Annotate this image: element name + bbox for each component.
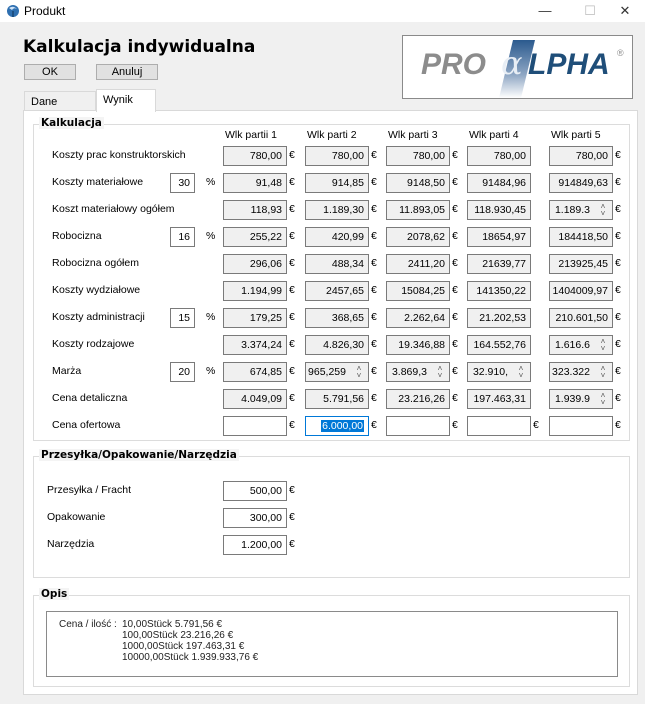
cancel-button[interactable]: Anuluj xyxy=(96,64,158,80)
currency-label: € xyxy=(452,257,458,269)
percent-sign: % xyxy=(206,230,216,242)
percent-input[interactable]: 16 xyxy=(170,227,195,247)
currency-label: € xyxy=(289,311,295,323)
currency-label: € xyxy=(615,311,621,323)
value-text: 1.616.6 xyxy=(554,339,590,351)
opis-line: 100,00Stück 23.216,26 € xyxy=(122,630,234,641)
opis-line: 10,00Stück 5.791,56 € xyxy=(122,619,223,630)
window-titlebar xyxy=(0,0,645,22)
row-label: Koszty rodzajowe xyxy=(52,338,135,350)
row-label: Koszt materiałowy ogółem xyxy=(52,203,175,215)
currency-label: € xyxy=(615,176,621,188)
value-field: 780,00 xyxy=(305,146,369,166)
minimize-button[interactable]: — xyxy=(538,3,552,18)
svg-text:PRO: PRO xyxy=(421,48,487,81)
value-field: 914,85 xyxy=(305,173,369,193)
currency-label: € xyxy=(371,230,377,242)
spinner-arrows-icon[interactable]: ˄ ˅ xyxy=(600,391,606,407)
page-title: Kalkulacja indywidualna xyxy=(23,37,256,57)
currency-label: € xyxy=(615,392,621,404)
row-label: Robocizna ogółem xyxy=(52,257,139,269)
currency-label: € xyxy=(452,311,458,323)
spinner-arrows-icon[interactable]: ˄ ˅ xyxy=(437,364,443,380)
currency-label: € xyxy=(615,284,621,296)
value-field: 5.791,56 xyxy=(305,389,369,409)
value-text: 323.322 xyxy=(552,366,590,378)
value-field: 21.202,53 xyxy=(467,308,531,328)
value-field: 296,06 xyxy=(223,254,287,274)
tab-wynik[interactable]: Wynik xyxy=(96,89,156,112)
value-field: 1404009,97 xyxy=(549,281,613,301)
currency-label: € xyxy=(371,176,377,188)
value-field: 179,25 xyxy=(223,308,287,328)
narzedzia-label: Narzędzia xyxy=(47,538,95,550)
svg-text:LPHA: LPHA xyxy=(528,48,610,81)
spinner-arrows-icon[interactable]: ˄ ˅ xyxy=(356,364,362,380)
currency-label: € xyxy=(371,284,377,296)
currency-label: € xyxy=(615,149,621,161)
row-label: Robocizna xyxy=(52,230,102,242)
spinner-arrows-icon[interactable]: ˄ ˅ xyxy=(600,364,606,380)
row-label: Marża xyxy=(52,365,82,377)
value-field: 19.346,88 xyxy=(386,335,450,355)
value-field: 118,93 xyxy=(223,200,287,220)
cena-ofertowa-input-2[interactable] xyxy=(305,416,369,436)
value-text: 965,259 xyxy=(308,366,346,378)
column-header-1: Wlk partii 1 xyxy=(225,129,277,141)
currency-label: € xyxy=(452,419,458,431)
cena-ofertowa-input-3[interactable] xyxy=(386,416,450,436)
value-field: 4.826,30 xyxy=(305,335,369,355)
przesylka-fracht-input[interactable]: 500,00 xyxy=(223,481,287,501)
svg-text:®: ® xyxy=(617,48,624,58)
close-button[interactable]: ✕ xyxy=(619,3,631,18)
currency-label: € xyxy=(289,392,295,404)
currency-label: € xyxy=(452,392,458,404)
row-label: Cena detaliczna xyxy=(52,392,128,404)
currency-label: € xyxy=(289,284,295,296)
value-field: 1.194,99 xyxy=(223,281,287,301)
currency-label: € xyxy=(615,230,621,242)
window-title: Produkt xyxy=(24,4,66,18)
currency-label: € xyxy=(371,257,377,269)
value-spinbox[interactable] xyxy=(305,362,369,382)
currency-label: € xyxy=(371,392,377,404)
value-field: 23.216,26 xyxy=(386,389,450,409)
row-label: Koszty materiałowe xyxy=(52,176,144,188)
currency-label: € xyxy=(615,365,621,377)
currency-label: € xyxy=(289,538,295,550)
kalkulacja-group xyxy=(33,117,630,441)
value-field: 164.552,76 xyxy=(467,335,531,355)
currency-label: € xyxy=(533,419,539,431)
spinner-arrows-icon[interactable]: ˄ ˅ xyxy=(600,202,606,218)
currency-label: € xyxy=(371,338,377,350)
value-field: 780,00 xyxy=(386,146,450,166)
row-label: Koszty prac konstruktorskich xyxy=(52,149,186,161)
currency-label: € xyxy=(615,257,621,269)
currency-label: € xyxy=(289,203,295,215)
value-text: 3.869,3 xyxy=(391,366,427,378)
opakowanie-input[interactable]: 300,00 xyxy=(223,508,287,528)
value-text: 32.910, xyxy=(472,366,508,378)
percent-sign: % xyxy=(206,176,216,188)
opis-line: 10000,00Stück 1.939.933,76 € xyxy=(122,652,259,663)
currency-label: € xyxy=(615,419,621,431)
value-field: 420,99 xyxy=(305,227,369,247)
currency-label: € xyxy=(371,419,377,431)
cena-ofertowa-input-5[interactable] xyxy=(549,416,613,436)
column-header-4: Wlk parti 4 xyxy=(469,129,519,141)
value-spinbox[interactable] xyxy=(549,362,613,382)
value-field: 141350,22 xyxy=(467,281,531,301)
value-field: 210.601,50 xyxy=(549,308,613,328)
currency-label: € xyxy=(289,257,295,269)
cena-ofertowa-input-1[interactable] xyxy=(223,416,287,436)
opis-group xyxy=(33,588,630,687)
percent-input[interactable]: 20 xyxy=(170,362,195,382)
value-field: 91484,96 xyxy=(467,173,531,193)
percent-input[interactable]: 15 xyxy=(170,308,195,328)
value-text: 1.939.9 xyxy=(554,393,590,405)
maximize-button[interactable]: ☐ xyxy=(584,3,596,18)
spinner-arrows-icon[interactable]: ˄ ˅ xyxy=(518,364,524,380)
value-spinbox[interactable] xyxy=(549,335,613,355)
currency-label: € xyxy=(371,203,377,215)
percent-input[interactable]: 30 xyxy=(170,173,195,193)
opakowanie-label: Opakowanie xyxy=(47,511,106,523)
currency-label: € xyxy=(452,365,458,377)
ok-button[interactable]: OK xyxy=(24,64,76,80)
cena-ofertowa-input-4[interactable] xyxy=(467,416,531,436)
currency-label: € xyxy=(289,338,295,350)
proalpha-logo xyxy=(402,35,633,99)
przesylka-group xyxy=(33,449,630,578)
svg-text:α: α xyxy=(501,44,523,82)
value-spinbox[interactable] xyxy=(549,200,613,220)
percent-sign: % xyxy=(206,311,216,323)
value-field: 780,00 xyxy=(467,146,531,166)
value-field: 118.930,45 xyxy=(467,200,531,220)
currency-label: € xyxy=(452,338,458,350)
value-field: 255,22 xyxy=(223,227,287,247)
currency-label: € xyxy=(289,484,295,496)
currency-label: € xyxy=(289,511,295,523)
currency-label: € xyxy=(615,203,621,215)
value-field: 4.049,09 xyxy=(223,389,287,409)
value-field: 674,85 xyxy=(223,362,287,382)
opis-lines xyxy=(122,619,258,663)
narzedzia-input[interactable]: 1.200,00 xyxy=(223,535,287,555)
percent-sign: % xyxy=(206,365,216,377)
value-text: 1.189.3 xyxy=(554,204,590,216)
value-field: 213925,45 xyxy=(549,254,613,274)
value-field: 9148,50 xyxy=(386,173,450,193)
przesylka-fracht-label: Przesyłka / Fracht xyxy=(47,484,132,496)
selected-text: 6.000,00 xyxy=(322,420,363,432)
value-field: 91,48 xyxy=(223,173,287,193)
value-field: 914849,63 xyxy=(549,173,613,193)
value-field: 184418,50 xyxy=(549,227,613,247)
currency-label: € xyxy=(452,149,458,161)
currency-label: € xyxy=(452,284,458,296)
opis-textbox xyxy=(46,611,618,677)
value-field: 780,00 xyxy=(223,146,287,166)
value-field: 18654,97 xyxy=(467,227,531,247)
value-field: 2457,65 xyxy=(305,281,369,301)
row-label: Koszty administracji xyxy=(52,311,145,323)
value-field: 1.189,30 xyxy=(305,200,369,220)
value-field: 2078,62 xyxy=(386,227,450,247)
value-spinbox[interactable] xyxy=(467,362,531,382)
currency-label: € xyxy=(289,419,295,431)
value-field: 488,34 xyxy=(305,254,369,274)
currency-label: € xyxy=(452,203,458,215)
currency-label: € xyxy=(615,338,621,350)
tab-panel-wynik xyxy=(23,110,638,695)
currency-label: € xyxy=(289,149,295,161)
currency-label: € xyxy=(371,149,377,161)
app-icon xyxy=(6,4,20,18)
currency-label: € xyxy=(289,176,295,188)
value-field: 368,65 xyxy=(305,308,369,328)
value-field: 21639,77 xyxy=(467,254,531,274)
currency-label: € xyxy=(289,230,295,242)
value-spinbox[interactable] xyxy=(549,389,613,409)
value-spinbox[interactable] xyxy=(386,362,450,382)
currency-label: € xyxy=(371,365,377,377)
przesylka-title: Przesyłka/Opakowanie/Narzędzia xyxy=(41,449,237,461)
opis-line: 1000,00Stück 197.463,31 € xyxy=(122,641,245,652)
cena-ilosc-label: Cena / ilość : xyxy=(59,619,117,630)
currency-label: € xyxy=(452,176,458,188)
column-header-5: Wlk parti 5 xyxy=(551,129,601,141)
opis-title: Opis xyxy=(41,588,68,600)
tab-dane[interactable]: Dane xyxy=(24,91,96,111)
currency-label: € xyxy=(371,311,377,323)
row-label: Koszty wydziałowe xyxy=(52,284,141,296)
value-field: 11.893,05 xyxy=(386,200,450,220)
currency-label: € xyxy=(289,365,295,377)
value-field: 197.463,31 xyxy=(467,389,531,409)
value-field: 2.262,64 xyxy=(386,308,450,328)
logo-graphic xyxy=(403,36,632,98)
row-label: Cena ofertowa xyxy=(52,419,121,431)
value-field: 15084,25 xyxy=(386,281,450,301)
value-field: 780,00 xyxy=(549,146,613,166)
column-header-2: Wlk parti 2 xyxy=(307,129,357,141)
currency-label: € xyxy=(452,230,458,242)
kalkulacja-title: Kalkulacja xyxy=(41,117,102,129)
value-field: 3.374,24 xyxy=(223,335,287,355)
spinner-arrows-icon[interactable]: ˄ ˅ xyxy=(600,337,606,353)
column-header-3: Wlk parti 3 xyxy=(388,129,438,141)
value-field: 2411,20 xyxy=(386,254,450,274)
